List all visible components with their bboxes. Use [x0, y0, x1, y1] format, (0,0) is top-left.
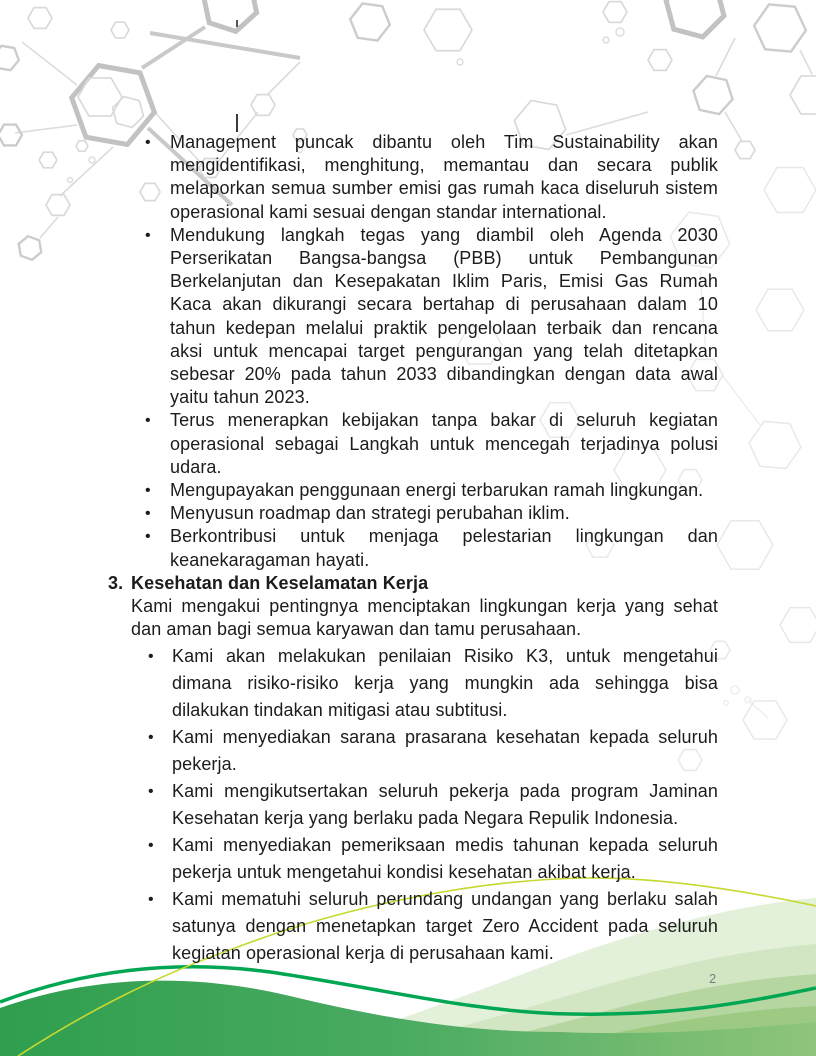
list-item: • Kami menyediakan pemeriksaan medis tahunan kepada seluruh pekerja untuk mengetahui kondisi kesehatan akibat kerja. — [108, 832, 718, 886]
document-content — [108, 131, 718, 967]
section-heading — [108, 572, 718, 595]
list-item: • Berkontribusi untuk menjaga pelestarian lingkungan dan keanekaragaman hayati. — [108, 525, 718, 571]
list-item: • Kami mematuhi seluruh perundang undangan yang berlaku salah satunya dengan menetapkan target Zero Accident pada seluruh kegiatan operasional kerja di perusahaan kami. — [108, 886, 718, 967]
list-item: • Kami mengikutsertakan seluruh pekerja pada program Jaminan Kesehatan kerja yang berlaku pada Negara Repulik Indonesia. — [108, 778, 718, 832]
list-item: • Management puncak dibantu oleh Tim Sustainability akan mengidentifikasi, menghitung, memantau dan secara publik melaporkan semua sumber emisi gas rumah kaca diseluruh sistem operasional kami sesuai dengan standar international. — [108, 131, 718, 224]
section-number: 3. — [108, 572, 124, 593]
text-cursor-artifact — [236, 114, 238, 132]
list-item: • Terus menerapkan kebijakan tanpa bakar di seluruh kegiatan operasional sebagai Langkah untuk mencegah terjadinya polusi udara. — [108, 409, 718, 479]
page-number: 2 — [709, 971, 717, 986]
cursor-artifact-top — [236, 20, 238, 27]
list-item: • Mengupayakan penggunaan energi terbarukan ramah lingkungan. — [108, 479, 718, 502]
section-intro-paragraph: Kami mengakui pentingnya menciptakan lingkungan kerja yang sehat dan aman bagi semua karyawan dan tamu perusahaan. — [131, 596, 718, 640]
health-safety-bullet-list — [108, 643, 718, 967]
list-item: • Mendukung langkah tegas yang diambil oleh Agenda 2030 Perserikatan Bangsa-bangsa (PBB) untuk Pembangunan Berkelanjutan dan Kesepakatan Iklim Paris, Emisi Gas Rumah Kaca akan dikurangi secara bertahap di perusahaan dalam 10 tahun kedepan melalui praktik pengelolaan terbaik dan rencana aksi untuk mencapai target pengurangan yang telah ditetapkan sebesar 20% pada tahun 2033 dibandingkan dengan data awal yaitu tahun 2023. — [108, 224, 718, 410]
list-item: • Kami menyediakan sarana prasarana kesehatan kepada seluruh pekerja. — [108, 724, 718, 778]
section-title: Kesehatan dan Keselamatan Kerja — [131, 572, 429, 593]
list-item: • Menyusun roadmap dan strategi perubahan iklim. — [108, 502, 718, 525]
list-item: • Kami akan melakukan penilaian Risiko K3, untuk mengetahui dimana risiko-risiko kerja yang mungkin ada sehingga bisa dilakukan tindakan mitigasi atau subtitusi. — [108, 643, 718, 724]
sustainability-bullet-list — [108, 131, 718, 572]
